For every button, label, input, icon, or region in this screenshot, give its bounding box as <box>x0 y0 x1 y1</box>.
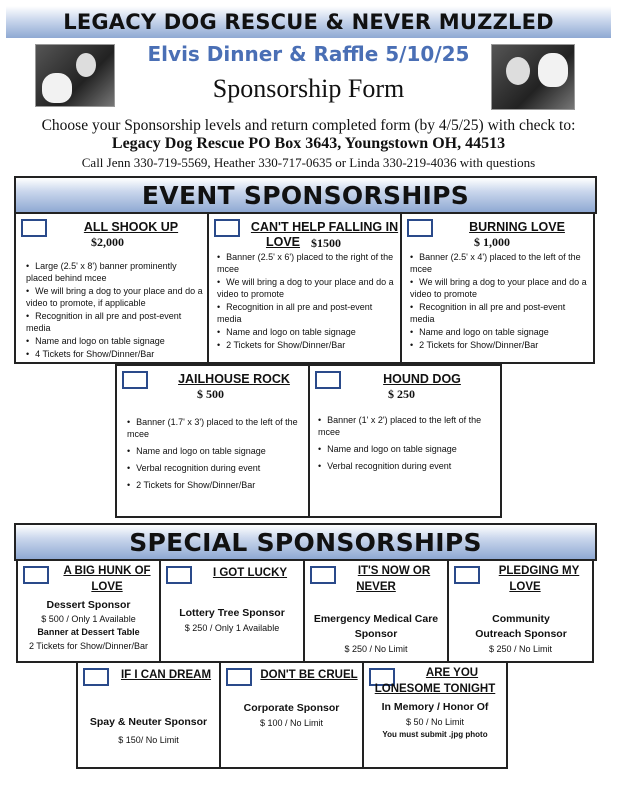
benefit-item: • We will bring a dog to your place and do a video to promote, if applicable <box>22 285 204 309</box>
special-title-line2: NEVER <box>356 581 396 593</box>
tier-title: ALL SHOOK UP <box>83 220 179 234</box>
special-i-got-lucky <box>159 559 305 663</box>
checkbox-i-got-lucky[interactable] <box>166 566 192 584</box>
benefit-item: • Recognition in all pre and post-event media <box>213 301 399 325</box>
checkbox-hound-dog[interactable] <box>315 371 341 389</box>
special-sponsorships-heading-text: SPECIAL SPONSORSHIPS <box>129 527 482 557</box>
special-price: $ 500 / Only 1 Available <box>41 614 136 624</box>
benefit-item: • 2 Tickets for Show/Dinner/Bar <box>213 339 399 351</box>
benefit-item: • Name and logo on table signage <box>406 326 592 338</box>
tier-title-line2: LOVE <box>265 235 301 249</box>
event-sponsorships-heading-text: EVENT SPONSORSHIPS <box>141 180 470 210</box>
special-its-now-or-never <box>303 559 449 663</box>
special-sponsor-name: Emergency Medical Care Sponsor <box>313 613 439 640</box>
form-title: Sponsorship Form <box>212 74 405 103</box>
tier-title: HOUND DOG <box>383 372 461 386</box>
special-detail: You must submit .jpg photo <box>382 730 488 739</box>
special-title: DON'T BE CRUEL <box>260 669 358 681</box>
tier-hound-dog <box>308 364 502 518</box>
special-title-line2: LOVE <box>509 581 541 593</box>
special-title-line1: PLEDGING MY <box>498 565 580 577</box>
special-title-line2: LOVE <box>91 581 123 593</box>
checkbox-pledging-my-love[interactable] <box>454 566 480 584</box>
special-title: I GOT LUCKY <box>212 567 288 579</box>
tier-title-line1: CAN'T HELP FALLING IN <box>250 220 399 234</box>
benefit-item: • Name and logo on table signage <box>22 335 204 347</box>
benefit-item: • Recognition in all pre and post-event media <box>22 310 204 334</box>
mailing-address: Legacy Dog Rescue PO Box 3643, Youngstown OH, 44513 <box>111 135 506 152</box>
checkbox-a-big-hunk-of-love[interactable] <box>23 566 49 584</box>
tier-price: $ 500 <box>197 387 224 401</box>
checkbox-burning-love[interactable] <box>407 219 433 237</box>
event-title: Elvis Dinner & Raffle 5/10/25 <box>147 42 470 66</box>
special-price: $ 250 / No Limit <box>344 644 408 654</box>
benefit-item: • Large (2.5' x 8') banner prominently placed behind mcee <box>22 260 204 284</box>
checkbox-dont-be-cruel[interactable] <box>226 668 252 686</box>
tier-cant-help-falling-in-love <box>207 212 402 364</box>
tier-title: BURNING LOVE <box>469 220 565 234</box>
special-title: IF I CAN DREAM <box>120 669 212 681</box>
banner-title: LEGACY DOG RESCUE & NEVER MUZZLED <box>63 10 554 34</box>
tier-benefits <box>123 416 305 492</box>
event-sponsorships-heading <box>14 176 597 214</box>
tier-benefits <box>213 251 399 352</box>
special-title-line1: ARE YOU <box>425 667 479 679</box>
tier-jailhouse-rock <box>115 364 310 518</box>
tier-price: $1500 <box>311 236 341 250</box>
header-banner <box>6 6 611 38</box>
benefit-item: • Banner (1.7' x 3') placed to the left of the mcee <box>123 416 305 440</box>
checkbox-all-shook-up[interactable] <box>21 219 47 237</box>
special-sponsor-name: Lottery Tree Sponsor <box>179 607 285 619</box>
checkbox-jailhouse-rock[interactable] <box>122 371 148 389</box>
special-price: $ 250 / No Limit <box>488 644 553 654</box>
contact-info: Call Jenn 330-719-5569, Heather 330-717-0635 or Linda 330-219-4036 with questions <box>81 155 536 170</box>
tier-price: $ 250 <box>388 387 415 401</box>
tier-price: $ 1,000 <box>474 235 510 249</box>
benefit-item: • 2 Tickets for Show/Dinner/Bar <box>123 479 305 491</box>
special-dont-be-cruel <box>219 661 364 769</box>
special-price: $ 100 / No Limit <box>259 718 324 728</box>
special-sponsorships-heading <box>14 523 597 561</box>
benefit-item: • Name and logo on table signage <box>213 326 399 338</box>
tier-price: $2,000 <box>91 235 124 249</box>
special-title-line1: IT'S NOW OR <box>357 565 431 577</box>
special-pledging-my-love <box>447 559 594 663</box>
tier-title: JAILHOUSE ROCK <box>178 372 290 386</box>
special-title-line1: A BIG HUNK OF <box>63 565 151 577</box>
benefit-item: • Name and logo on table signage <box>314 443 498 455</box>
benefit-item: • Banner (2.5' x 6') placed to the right of the mcee <box>213 251 399 275</box>
benefit-item: • Verbal recognition during event <box>123 462 305 474</box>
special-sponsor-name: Spay & Neuter Sponsor <box>89 716 208 728</box>
special-a-big-hunk-of-love <box>16 559 161 663</box>
benefit-item: • Name and logo on table signage <box>123 445 305 457</box>
benefit-item: • We will bring a dog to your place and do a video to promote <box>406 276 592 300</box>
tier-benefits <box>314 414 498 473</box>
benefit-item: • 4 Tickets for Show/Dinner/Bar <box>22 348 204 360</box>
instructions-text: Choose your Sponsorship levels and return completed form (by 4/5/25) with check to: <box>41 117 576 134</box>
special-sponsor-name: In Memory / Honor Of <box>381 701 489 713</box>
benefit-item: • Recognition in all pre and post-event media <box>406 301 592 325</box>
special-detail: Banner at Dessert Table <box>37 627 140 637</box>
benefit-item: • Verbal recognition during event <box>314 460 498 472</box>
benefit-item: • 2 Tickets for Show/Dinner/Bar <box>406 339 592 351</box>
tier-benefits <box>22 260 204 361</box>
special-sponsor-name: Dessert Sponsor <box>46 599 131 611</box>
checkbox-its-now-or-never[interactable] <box>310 566 336 584</box>
checkbox-if-i-can-dream[interactable] <box>83 668 109 686</box>
benefit-item: • Banner (1' x 2') placed to the left of the mcee <box>314 414 498 438</box>
special-price: $ 50 / No Limit <box>405 717 465 727</box>
special-detail: 2 Tickets for Show/Dinner/Bar <box>28 641 149 651</box>
special-price: $ 250 / Only 1 Available <box>184 623 280 633</box>
benefit-item: • We will bring a dog to your place and do a video to promote <box>213 276 399 300</box>
tier-all-shook-up <box>14 212 209 364</box>
benefit-item: • Banner (2.5' x 4') placed to the left of the mcee <box>406 251 592 275</box>
tier-burning-love <box>400 212 595 364</box>
special-sponsor-name: Community Outreach Sponsor <box>475 613 567 640</box>
special-sponsor-name: Corporate Sponsor <box>243 702 340 714</box>
special-are-you-lonesome-tonight <box>362 661 508 769</box>
checkbox-cant-help-falling-in-love[interactable] <box>214 219 240 237</box>
special-if-i-can-dream <box>76 661 221 769</box>
special-price: $ 150/ No Limit <box>118 735 179 745</box>
special-title-line2: LONESOME TONIGHT <box>374 683 496 695</box>
tier-benefits <box>406 251 592 352</box>
